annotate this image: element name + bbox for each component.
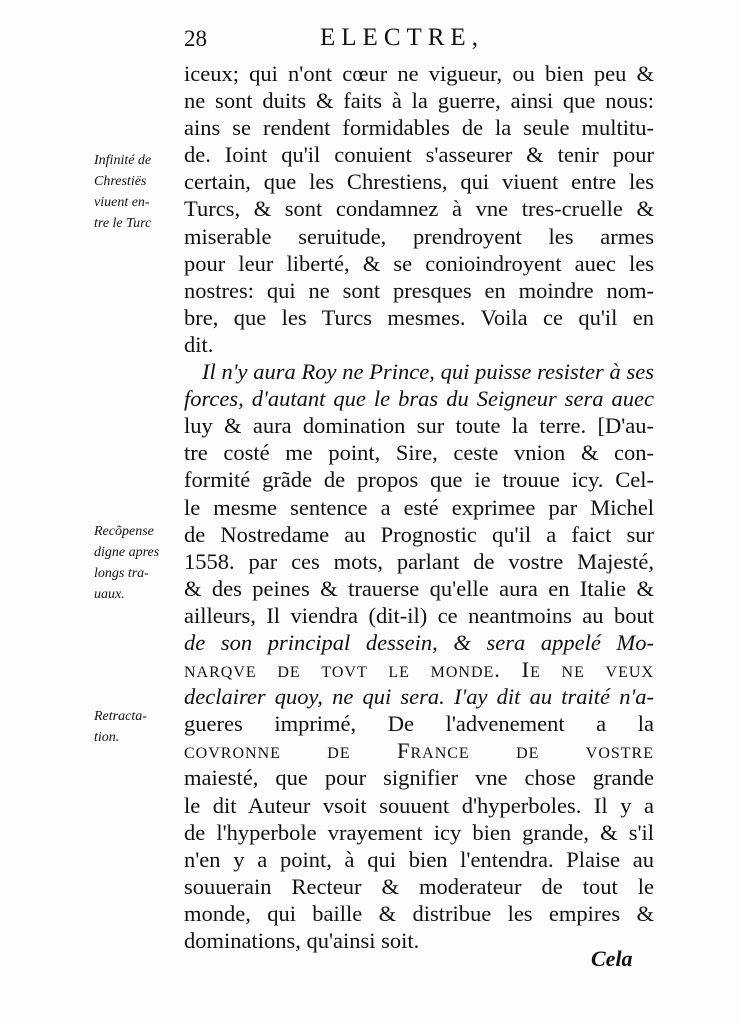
text-line: nostres: qui ne sont presques en moindre nom- [184,277,654,303]
margin-note-line: Chrestiës [94,174,147,189]
text-line: ains se rendent formidables de la seule multitu- [184,115,654,141]
text-line: tre costé me point, Sire, ceste vnion & con- [184,440,654,466]
text-line: de l'hyperbole vrayement icy bien grande, & s'il [184,819,654,845]
text-line: dit. [184,331,214,357]
text-line: n'en y a point, à qui bien l'entendra. Plaise au [184,846,654,872]
text-line: certain, que les Chrestiens, qui viuent entre les [184,169,654,195]
text-line: ailleurs, Il viendra (dit-il) ce neantmoins au bout [184,602,654,628]
text-line: narqve de tovt le monde. Ie ne veux [184,657,654,683]
text-line: souuerain Recteur & moderateur de tout le [184,873,654,899]
text-line: de son principal dessein, & sera appelé Mo- [184,629,654,655]
margin-note-line: longs tra- [94,566,149,581]
text-line: iceux; qui n'ont cœur ne vigueur, ou bien peu & [184,61,654,86]
text-line: ne sont duits & faits à la guerre, ainsi que nous: [184,88,654,114]
margin-note-reward [94,521,184,605]
text-line: covronne de France de vostre [184,738,654,764]
text-line: bre, que les Turcs mesmes. Voila ce qu'il en [184,304,654,330]
margin-note-retraction [94,706,184,748]
margin-note-line: tre le Turc [94,216,152,231]
text-line: pour leur liberté, & se conioindroyent auec les [184,250,654,276]
text-line: miserable seruitude, prendroyent les armes [184,223,654,249]
text-line: formité grãde de propos que ie trouue icy. Cel- [184,467,654,493]
margin-note-christians [94,150,184,234]
main-text [184,60,654,954]
prophecy-line: Il n'y aura Roy ne Prince, qui puisse resister à ses [202,359,654,385]
text-line: & des peines & trauerse qu'elle aura en Italie & [184,575,654,601]
catchword: Cela [591,946,633,971]
text-line: monde, qui baille & distribue les empires & [184,900,654,926]
text-line: de. Ioint qu'il conuient s'asseurer & tenir pour [184,142,654,168]
margin-note-line: digne apres [94,545,160,560]
margin-note-line: Infinité de [94,153,152,168]
page-number: 28 [184,26,207,51]
prophecy-line: forces, d'autant que le bras du Seigneur sera auec [184,386,654,412]
text-line: declairer quoy, ne qui sera. I'ay dit au traité n'a- [184,684,654,710]
margin-note-line: Recõpense [94,524,154,539]
margin-note-line: Retracta- [94,709,147,724]
text-line: de Nostredame au Prognostic qu'il a faict sur [184,521,654,547]
text-line: le dit Auteur vsoit souuent d'hyperboles. Il y a [184,792,654,818]
running-title: ELECTRE, [320,24,484,51]
page-header [178,22,658,56]
text-line: Turcs, & sont condamnez à vne tres-cruelle & [184,196,654,222]
text-line: dominations, qu'ainsi soit. [184,928,420,953]
text-line: gueres imprimé, De l'advenement a la [184,711,654,737]
margin-note-line: uaux. [94,587,125,602]
text-line: le mesme sentence a esté exprimee par Michel [184,494,654,520]
text-line: 1558. par ces mots, parlant de vostre Majesté, [184,548,654,574]
text-line: maiesté, que pour signifier vne chose grande [184,765,654,791]
margin-note-line: tion. [94,730,120,745]
text-line: luy & aura domination sur toute la terre. [D'au- [184,413,654,439]
margin-note-line: viuent en- [94,195,150,210]
